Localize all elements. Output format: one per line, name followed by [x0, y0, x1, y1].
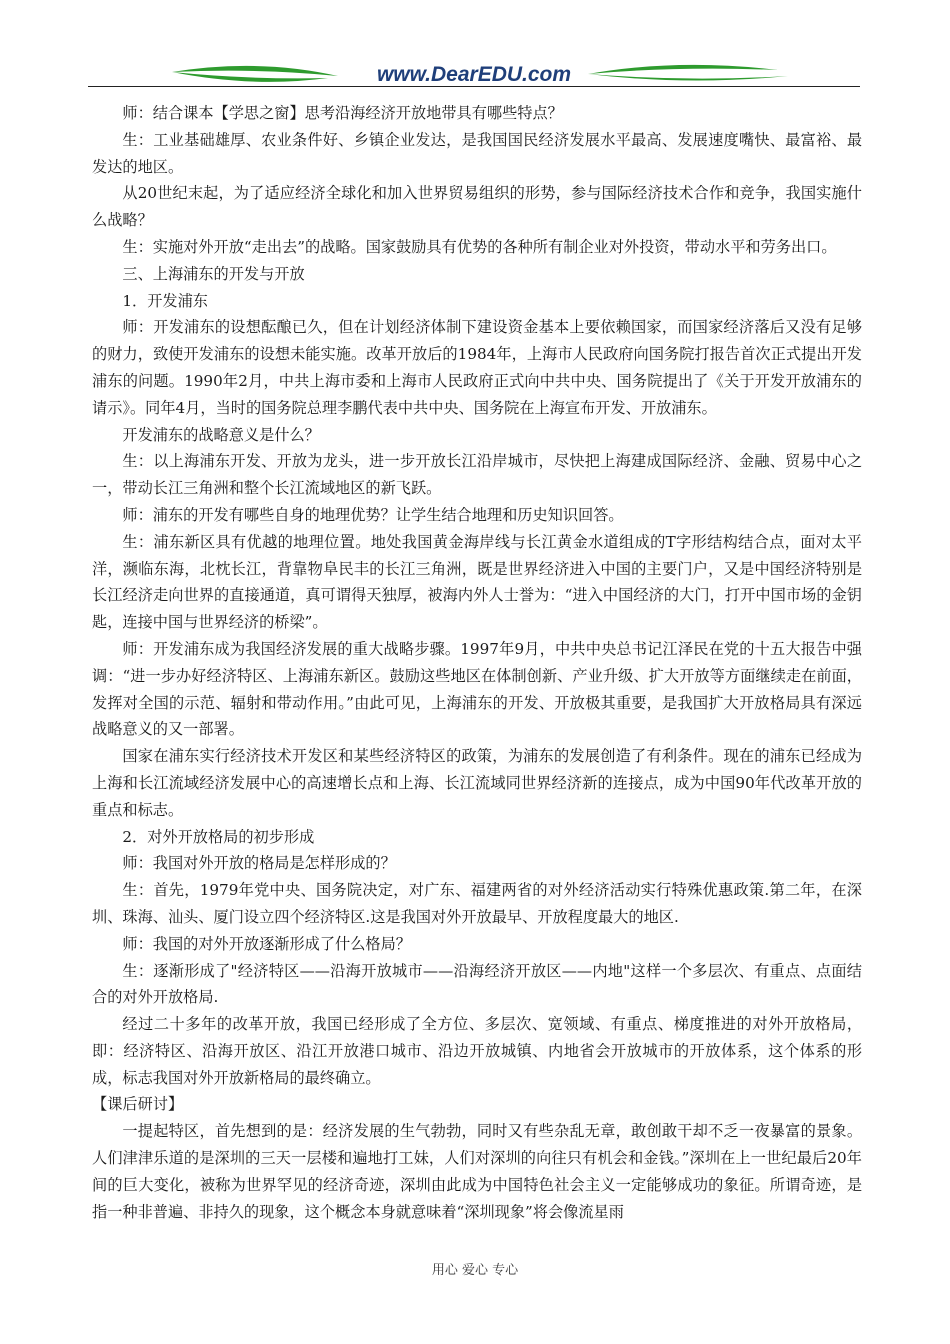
paragraph: 生：浦东新区具有优越的地理位置。地处我国黄金海岸线与长江黄金水道组成的T字形结构结合点，面对太平洋，濒临东海，北枕长江，背靠物阜民丰的长江三角洲，既是世界经济进入中国的主要门户，又是中国经济特别是长江经济走向世界的直接通道，真可谓得天独厚，被海内外人士誉为：“进入中国经济的大门，打开中国市场的金钥匙，连接中国与世界经济的桥梁”。 [92, 532, 862, 632]
paragraph: 师：开发浦东的设想酝酿已久，但在计划经济体制下建设资金基本上要依赖国家，而国家经济落后又没有足够的财力，致使开发浦东的设想未能实施。改革开放后的1984年，上海市人民政府向国务院打报告首次正式提出开发浦东的问题。1990年2月，中共上海市委和上海市人民政府正式向中共中央、国务院提出了《关于开发开放浦东的请示》。同年4月，当时的国务院总理李鹏代表中共中央、国务院在上海宣布开发、开放浦东。 [92, 318, 862, 417]
paragraph: 生：逐渐形成了"经济特区——沿海开放城市——沿海经济开放区——内地"这样一个多层次、有重点、点面结合的对外开放格局. [92, 961, 862, 1007]
site-header-banner [88, 52, 860, 96]
paragraph: 三、上海浦东的开发与开放 [122, 264, 305, 283]
paragraph: 从20世纪末起，为了适应经济全球化和加入世界贸易组织的形势，参与国际经济技术合作和竞争，我国实施什么战略？ [92, 184, 862, 230]
paragraph: 经过二十多年的改革开放，我国已经形成了全方位、多层次、宽领域、有重点、梯度推进的对外开放格局，即：经济特区、沿海开放区、沿江开放港口城市、沿边开放城镇、内地省会开放城市的开放体系，这个体系的形成，标志我国对外开放新格局的最终确立。 [92, 1015, 862, 1087]
paragraph: 师：开发浦东成为我国经济发展的重大战略步骤。1997年9月，中共中央总书记江泽民在党的十五大报告中强调：“进一步办好经济特区、上海浦东新区。鼓励这些地区在体制创新、产业升级、扩大开放等方面继续走在前面，发挥对全国的示范、辐射和带动作用。”由此可见，上海浦东的开发、开放极其重要，是我国扩大开放格局具有深远战略意义的又一部署。 [92, 639, 862, 739]
paragraph: 生：首先，1979年党中央、国务院决定，对广东、福建两省的对外经济活动实行特殊优惠政策.第二年，在深圳、珠海、汕头、厦门设立四个经济特区.这是我国对外开放最早、开放程度最大的地区. [92, 881, 862, 926]
paragraph: 师：我国的对外开放逐渐形成了什么格局？ [122, 934, 411, 953]
paragraph: 师：浦东的开发有哪些自身的地理优势？让学生结合地理和历史知识回答。 [122, 505, 624, 524]
site-name-text: www.DearEDU.com [376, 63, 572, 86]
header-rule [88, 86, 860, 87]
page-footer: 用心 爱心 专心 [431, 1263, 519, 1278]
paragraph: 生：以上海浦东开发、开放为龙头，进一步开放长江沿岸城市，尽快把上海建成国际经济、金融、贸易中心之一，带动长江三角洲和整个长江流域地区的新飞跃。 [92, 452, 862, 498]
paragraph: 师：结合课本【学思之窗】思考沿海经济开放地带具有哪些特点？ [122, 104, 563, 122]
paragraph: 开发浦东的战略意义是什么？ [122, 425, 320, 444]
paragraph: 1．开发浦东 [122, 291, 208, 310]
paragraph: 师：我国对外开放的格局是怎样形成的？ [122, 854, 396, 873]
paragraph: 一提起特区，首先想到的是：经济发展的生气勃勃，同时又有些杂乱无章，敢创敢干却不乏一夜暴富的景象。人们津津乐道的是深圳的三天一层楼和遍地打工妹，人们对深圳的向往只有机会和金钱。”深圳在上一世纪最后20年间的巨大变化，被称为世界罕见的经济奇迹，深圳由此成为中国特色社会主义一定能够成功的象征。所谓奇迹，是指一种非普遍、非持久的现象，这个概念本身就意味着“深圳现象”将会像流星雨 [92, 1122, 862, 1221]
paragraph: 【课后研讨】 [92, 1095, 184, 1114]
swoosh-logo [88, 52, 860, 96]
paragraph: 2．对外开放格局的初步形成 [122, 827, 315, 846]
paragraph: 国家在浦东实行经济技术开发区和某些经济特区的政策，为浦东的发展创造了有利条件。现在的浦东已经成为上海和长江流域经济发展中心的高速增长点和上海、长江流域同世界经济新的连接点，成为中国90年代改革开放的重点和标志。 [92, 747, 862, 819]
paragraph: 生：工业基础雄厚、农业条件好、乡镇企业发达，是我国国民经济发展水平最高、发展速度嘴快、最富裕、最发达的地区。 [92, 130, 862, 176]
paragraph: 生：实施对外开放“走出去”的战略。国家鼓励具有优势的各种所有制企业对外投资，带动水平和劳务出口。 [122, 237, 837, 256]
document-body [92, 100, 862, 1225]
